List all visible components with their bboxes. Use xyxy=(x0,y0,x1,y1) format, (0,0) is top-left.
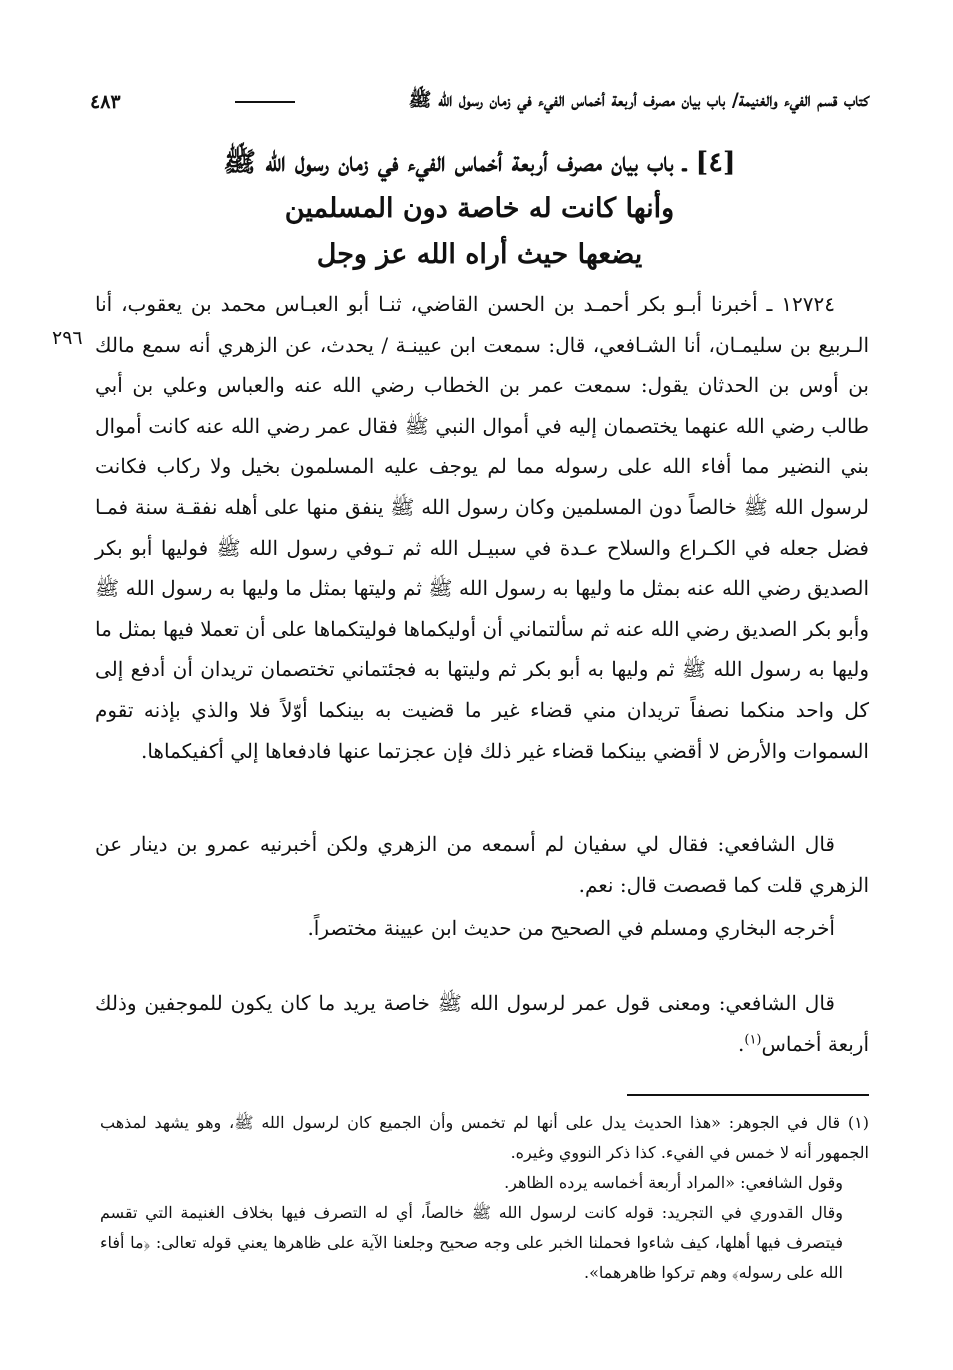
hadith-text xyxy=(95,284,869,771)
footnote-separator xyxy=(627,1094,869,1096)
running-title: كتاب قسم الفيء والغنيمة/ باب بيان مصرف أربعة أخماس الفيء في زمان رسول الله ﷺ xyxy=(408,89,869,111)
chapter-heading xyxy=(90,140,869,278)
hadith-body: ١٢٧٢٤ ـ أخبرنا أبـو بكر أحمـد بن الحسن القاضي، ثنـا أبو العبـاس محمد بن يعقوب، أنا الـربيع بن سليمـان، أنا الشـافعي، قال: سمعت ابن عيينـة / يحدث، عن الزهري أنه سمع مالك بن أوس بن الحدثان يقول: سمعت عمر بن الخطاب رضي الله عنه والعباس وعلي بن أبي طالب رضي الله عنهما يختصمان إليه في أموال النبي ﷺ فقال عمر رضي الله عنه كانت أموال بني النضير مما أفاء الله على رسوله مما لم يوجف عليه المسلمون بخيل ولا ركاب فكانت لرسول الله ﷺ خالصاً دون المسلمين وكان رسول الله ﷺ ينفق منها على أهله نفقـة سنة فمـا فضل جعله في الكـراع والسلاح عـدة في سبيـل الله ثم تـوفي رسول الله ﷺ فوليها أبو بكر الصديق رضي الله عنه بمثل ما وليها به رسول الله ﷺ ثم وليتها بمثل ما وليها به رسول الله ﷺ وأبو بكر الصديق رضي الله عنه ثم سألتماني أن أوليكماها فوليتكماها على أن تعملا فيها بمثل ما وليها به رسول الله ﷺ ثم وليها به أبو بكر ثم وليتها به فجئتماني تختصمان تريدان أن أدفع إلى كل واحد منكما نصفاً تريدان مني قضاء غير ما قضيت به بينكما أوّلاً فلا والذي بإذنه تقوم السموات والأرض لا أقضي بينكما قضاء غير ذلك فإن عجزتما عنها فادفعاها إلي أكفيكماها. xyxy=(95,292,869,763)
chapter-heading-line-1: [٤] ـ باب بيان مصرف أربعة أخماس الفيء في زمان رسول الله ﷺ xyxy=(223,147,736,178)
shafii-explanation-paragraph xyxy=(95,983,869,1064)
paragraph-text: أخرجه البخاري ومسلم في الصحيح من حديث ابن عيينة مختصراً. xyxy=(307,916,835,940)
footnote-1: (١) قال في الجوهر: «هذا الحديث يدل على أنها لم تخمس وأن الجميع كان لرسول الله ﷺ، وهو يشهد لمذهب الجمهور أنه لا خمس في الفيء. كذا ذكر النووي وغيره. xyxy=(100,1113,870,1162)
chapter-heading-line-3: يضعها حيث أراه الله عز وجل xyxy=(316,239,643,270)
takhrij-paragraph xyxy=(95,908,869,949)
paragraph-text: قال الشافعي: فقال لي سفيان لم أسمعه من الزهري ولكن أخبرنيه عمرو بن دينار عن الزهري قلت كما قصصت قال: نعم. xyxy=(95,832,869,897)
footnote-1-continuation: وقال القدوري في التجريد: قوله كانت لرسول الله ﷺ خالصاً، أي له التصرف فيها بخلاف الغنيمة التي تقسم فيتصرف فيها أهلها، كيف شاءوا فحملنا الخبر على وجه صحيح وجلعنا الآية على ظاهرها يعني قوله تعالى: ﴿ما أفاء الله على رسوله﴾ وهم تركوا ظاهرهما». xyxy=(100,1203,844,1282)
page-number: ٤٨٣ xyxy=(90,91,121,113)
shafii-comment-paragraph xyxy=(95,824,869,905)
header-rule xyxy=(235,101,295,103)
margin-volume-page-number: ٢٩٦ xyxy=(52,327,83,349)
footnote-1-continuation: وقول الشافعي: «المراد أربعة أخماسه يرده الظاهر. xyxy=(504,1173,843,1192)
running-header xyxy=(90,88,869,116)
footnotes xyxy=(100,1108,869,1288)
paragraph-text: قال الشافعي: ومعنى قول عمر لرسول الله ﷺ خاصة يريد ما كان يكون للموجفين وذلك أربعة أخماس xyxy=(95,991,869,1056)
paragraph-end: . xyxy=(738,1031,745,1056)
chapter-heading-line-2: وأنها كانت له خاصة دون المسلمين xyxy=(284,193,675,224)
footnote-reference[interactable]: (١) xyxy=(744,1031,762,1047)
